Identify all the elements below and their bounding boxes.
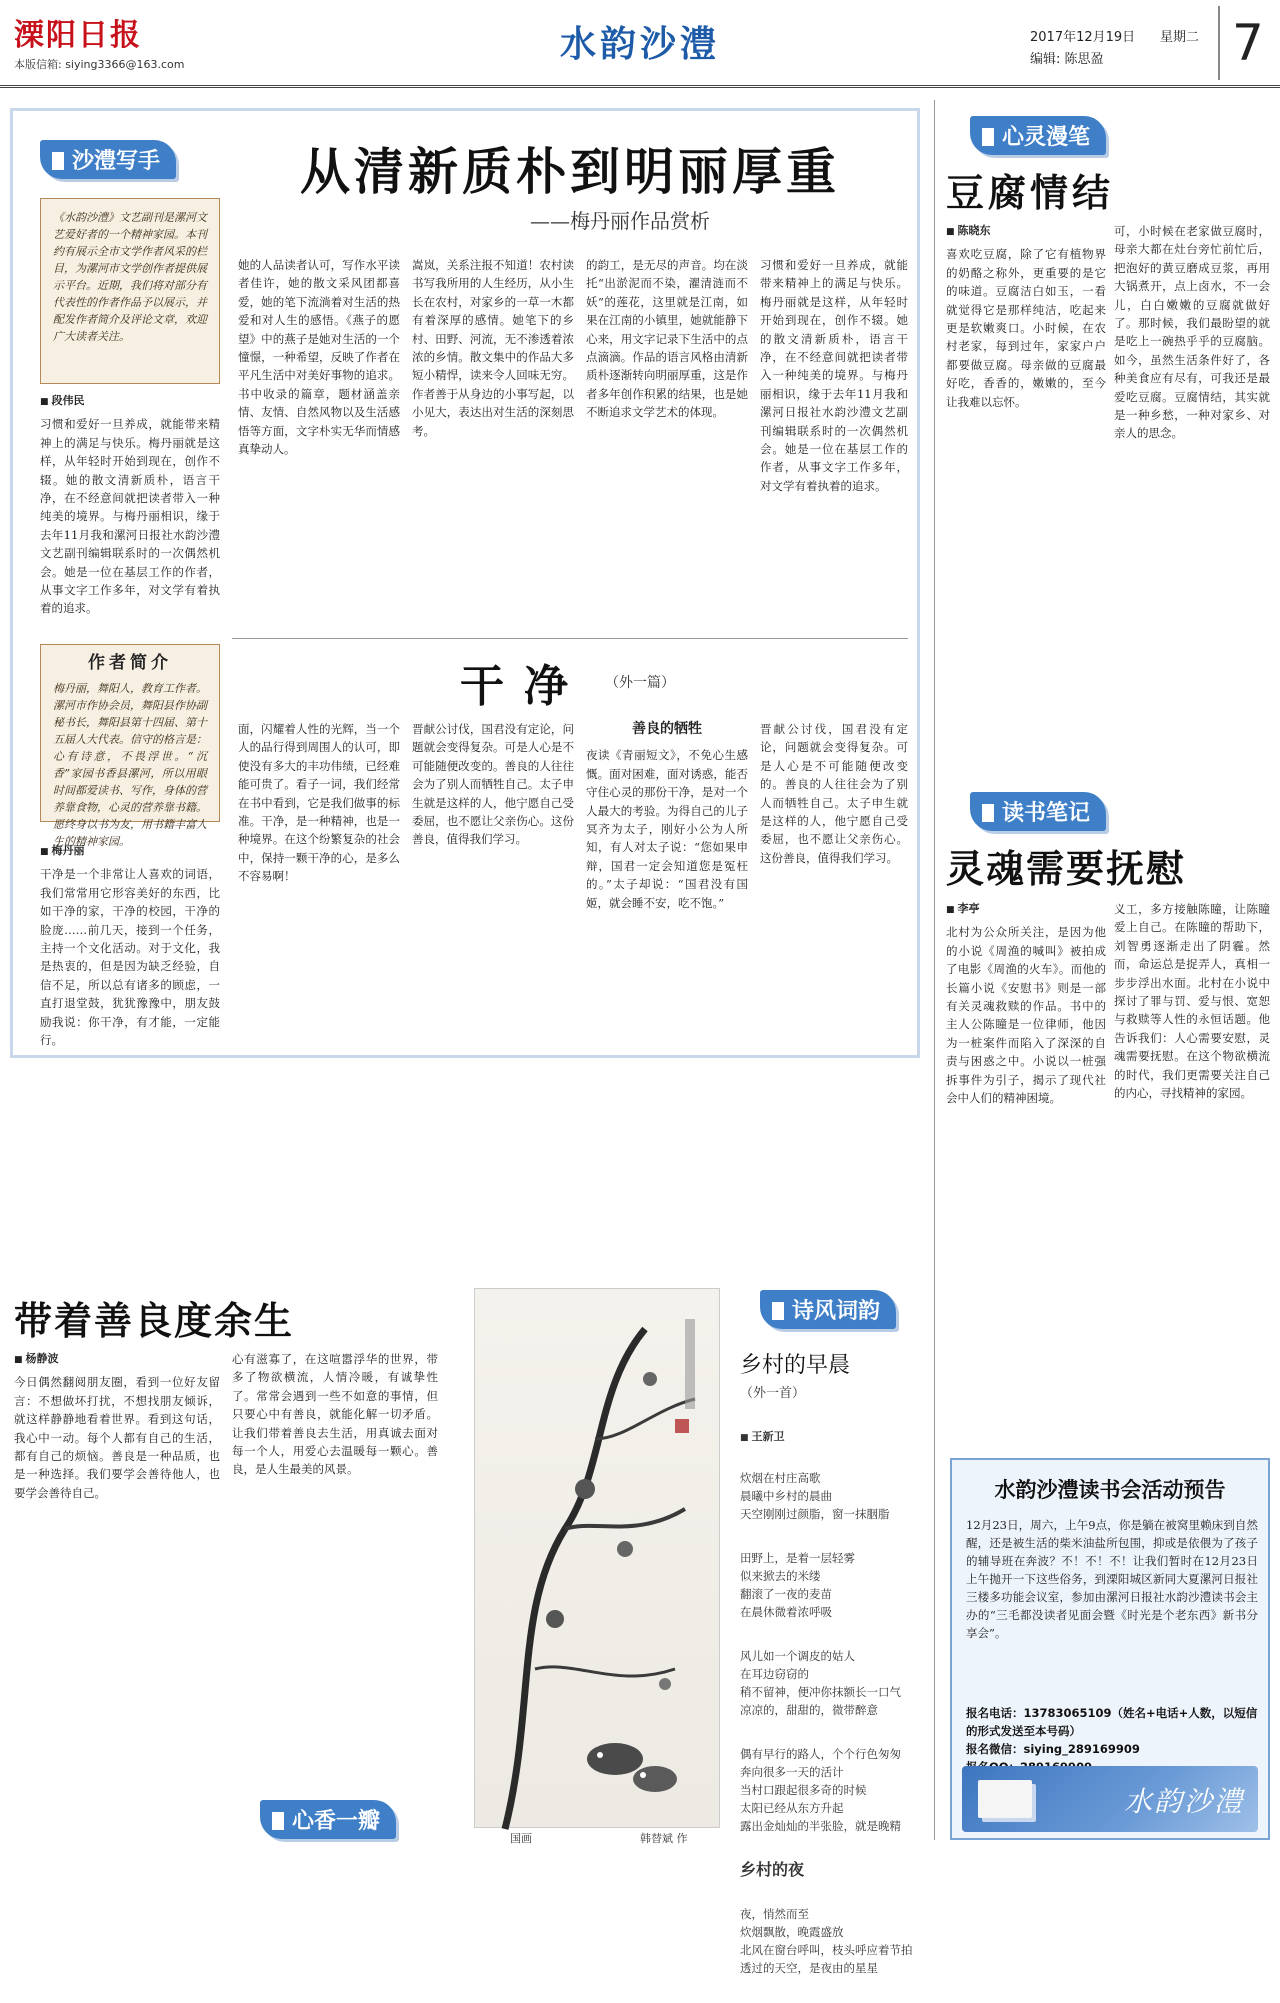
feature-body-4: 的韵工，是无尽的声音。均在淡托“出淤泥而不染，濯清涟而不妖”的莲花，这里就是江南，如果在江南的小镇里，她就能静下心来，用文字记录下生活中的点点滴滴。作品的语言风格由清新质朴逐渐转向明丽厚重，这是作者多年创作积累的结果，也是她不断追求文学艺术的体现。 bbox=[586, 258, 748, 420]
feature-body-5: 习惯和爱好一旦养成，就能带来精神上的满足与快乐。梅丹丽就是这样，从年轻时开始到现在，创作不辍。她的散文清新质朴，语言干净，在不经意间就把读者带入一种纯美的境界。与梅丹丽相识，缘于去年11月我和漯河日报社水韵沙澧文艺副刊编辑联系时的一次偶然机会。她是一位在基层工作的作者，从事文字工作多年，对文学有着执着的追求。 bbox=[760, 258, 908, 493]
painting-artwork bbox=[475, 1289, 721, 1829]
ganjing-body-2: 面，闪耀着人性的光辉，当一个人的品行得到周围人的认可，即使没有多大的丰功伟绩，已经难能可贵了。看子一词，我们经常在书中看到，它是我们做事的标准。干净，是一种精神，也是一种境界。在这个纷繁复杂的社会中，保持一颗干净的心，是多么不容易啊！ bbox=[238, 722, 400, 884]
linghun-body-1: 北村为公众所关注，是因为他的小说《周渔的喊叫》被拍成了电影《周渔的火车》。而他的长篇小说《安慰书》则是一部有关灵魂救赎的作品。书中的主人公陈瞳是一位律师，他因为一桩案件而陷入了深深的自责与困惑之中。小说以一桩强拆事件为引子，揭示了现代社会中人们的精神困境。 bbox=[946, 925, 1106, 1106]
book-icon bbox=[978, 1780, 1032, 1818]
label-shifeng: 诗风词韵 bbox=[760, 1290, 896, 1329]
painting-caption-right: 韩替斌 作 bbox=[640, 1832, 688, 1845]
linghun-body-2: 义工，多方接触陈瞳，让陈瞳爱上自己。在陈瞳的帮助下，刘智勇逐渐走出了阴霾。然而，命运总是捉弄人，真相一步步浮出水面。北村在小说中探讨了罪与罚、爱与恨、宽恕与救赎等人性的永恒话题。他告诉我们：人心需要安慰，灵魂需要抚慰。在这个物欲横流的时代，我们更需要关注自己的内心，寻找精神的家园。 bbox=[1114, 902, 1270, 1101]
page-email: 本版信箱: siying3366@163.com bbox=[14, 58, 185, 71]
label-xinling: 心灵漫笔 bbox=[970, 116, 1106, 155]
label-shali: 沙澧写手 bbox=[40, 140, 176, 179]
notice-title: 水韵沙澧读书会活动预告 bbox=[994, 1477, 1226, 1502]
doufu-byline: ■ 陈晓东 bbox=[946, 222, 1106, 241]
feature-byline: ■ 段伟民 bbox=[40, 392, 220, 411]
poem-stanza-2: 田野上，是着一层轻雾 似来掀去的米缕 翻滚了一夜的麦苗 在晨休微着浓呼吸 bbox=[740, 1551, 855, 1619]
ganjing-col-2 bbox=[238, 720, 400, 1048]
section-title: 水韵沙澧 bbox=[560, 23, 721, 65]
doufu-body-1: 喜欢吃豆腐，除了它有植物界的奶酪之称外，更重要的是它的味道。豆腐洁白如玉，一看就觉得它是那样纯洁，吃起来更是软嫩爽口。小时候，在农村老家，每到过年，家家户户都要做豆腐。母亲做的豆腐最好吃，香香的，嫩嫩的，至今让我难以忘怀。 bbox=[946, 247, 1106, 409]
banner-wordmark: 水韵沙澧 bbox=[1123, 1785, 1244, 1818]
poem-sub: （外一首） bbox=[740, 1386, 806, 1401]
shanliang-byline: ■ 杨静波 bbox=[14, 1350, 220, 1369]
ganjing-col-5 bbox=[760, 720, 908, 1048]
right-column-divider bbox=[934, 100, 935, 1840]
ganjing-body-3: 夜读《青丽短文》，不免心生感慨。面对困难，面对诱惑，能否守住心灵的那份干净，是对一个人最大的考验。为得自己的儿子冥齐为太子，刚好小公为人所知，有人对太子说：“您如果申辩，国君一定会知道您是冤枉的。”太子却说：“国君没有国姬，就会睡不安，吃不饱。” bbox=[586, 748, 748, 910]
feature-col-5 bbox=[760, 256, 908, 628]
shanliang-headline: 带着善良度余生 bbox=[14, 1298, 295, 1343]
ganjing-col-1 bbox=[40, 842, 220, 1048]
label-xinxiang: 心香一瓣 bbox=[260, 1800, 396, 1839]
feature-col-2 bbox=[238, 256, 400, 628]
ganjing-sub: （外一篇） bbox=[605, 675, 675, 691]
ganjing-col-4 bbox=[586, 720, 748, 1048]
ganjing-headline: 干净 bbox=[460, 661, 588, 712]
ganjing-body-2b: 晋献公讨伐，国君没有定论，问题就会变得复杂。可是人心是不可能随便改变的。善良的人往往会为了别人而牺牲自己。太子申生就是这样的人，他宁愿自己受委屈，也不愿让父亲伤心。这份善良，值得我们学习。 bbox=[412, 722, 574, 847]
doufu-col-2 bbox=[1114, 222, 1270, 762]
bookclub-notice bbox=[950, 1458, 1270, 1840]
doufu-headline: 豆腐情结 bbox=[946, 170, 1115, 215]
feature-body-3: 嵩岚，关系注报不知道！农村读书写我所用的人生经历，从小生长在农村，对家乡的一草一木都有着深厚的感情。她笔下的乡村、田野、河流，无不渗透着浓浓的乡情。散文集中的作品大多短小精悍，读来令人回味无穷。作者善于从身边的小事写起，以小见大，表达出对生活的深刻思考。 bbox=[412, 258, 574, 438]
ganjing-body-4: 晋献公讨伐，国君没有定论，问题就会变得复杂。可是人心是不可能随便改变的。善良的人往往会为了别人而牺牲自己。太子申生就是这样的人，他宁愿自己受委屈，也不愿让父亲伤心。这份善良，值得我们学习。 bbox=[760, 722, 908, 865]
ink-painting bbox=[474, 1288, 720, 1828]
poem-body bbox=[740, 1410, 924, 1975]
linghun-headline: 灵魂需要抚慰 bbox=[946, 846, 1187, 891]
shanliang-col-2 bbox=[232, 1350, 438, 1790]
feature-body-2: 她的人品读者认可，写作水平读者佳许，她的散文采风团都喜爱，她的笔下流淌着对生活的热爱和对人生的感悟。《燕子的愿望》中的燕子是她对生活的一个憧憬，一种希望，反映了作者在平凡生活中对美好事物的追求。书中收录的篇章，题材涵盖亲情、友情、自然风物以及生活感悟等方面，文字朴实无华而情感真挚动人。 bbox=[238, 258, 400, 457]
issue-weekday: 星期二 bbox=[1160, 30, 1200, 45]
poem-title-2: 乡村的夜 bbox=[740, 1860, 805, 1879]
masthead bbox=[0, 0, 1280, 88]
feature-body-1: 习惯和爱好一旦养成，就能带来精神上的满足与快乐。梅丹丽就是这样，从年轻时开始到现在，创作不辍。她的散文清新质朴，语言干净，在不经意间就把读者带入一种纯美的境界。与梅丹丽相识，缘于去年11月我和漯河日报社水韵沙澧文艺副刊编辑联系时的一次偶然机会。她是一位在基层工作的作者，从事文字工作多年，对文学有着执着的追求。 bbox=[40, 417, 220, 616]
notice-body: 12月23日，周六，上午9点，你是躺在被窝里赖床到自然醒，还是被生活的柴米油盐所包围，抑或是依偎为了孩子的辅导班在奔波？不！不！不！让我们暂时在12月23日上午抛开一下这些俗务，到溧阳城区新同大夏漯河日报社三楼多功能会议室，参加由漯河日报社水韵沙澧读书会主办的“三毛都没读者见面会暨《时光是个老东西》新书分享会”。 bbox=[966, 1518, 1258, 1640]
editor-credit: 编辑: 陈思盈 bbox=[1030, 52, 1104, 67]
poem-stanza-3: 风儿如一个调皮的姑人 在耳边窃窃的 稍不留神，便冲你抹额长一口气 凉凉的，甜甜的，微带醉意 bbox=[740, 1649, 901, 1717]
linghun-byline: ■ 李亭 bbox=[946, 900, 1106, 919]
column-intro-text: 《水韵沙澧》文艺副刊是漯河文艺爱好者的一个精神家园。本刊约有展示全市文学作者风采的栏目，为漯河市文学创作者提供展示平台。近期，我们将对部分有代表性的作者作品予以展示，并配发作者简介及评论文章，欢迎广大读者关注。 bbox=[53, 211, 207, 343]
linghun-col-2 bbox=[1114, 900, 1270, 1440]
linghun-col-1 bbox=[946, 900, 1106, 1440]
shanliang-col-1 bbox=[14, 1350, 220, 1830]
author-box-text: 梅丹丽，舞阳人，教育工作者。漯河市作协会员，舞阳县作协副秘书长，舞阳县第十四届、第十五届人大代表。信守的格言是：心有诗意，不畏浮世。“沉香”家园书香县漯河，所以用眼时间都爱读书、写作，身体的营养靠食物，心灵的营养靠书籍。愿终身以书为友，用书籍丰富人生的精神家园。 bbox=[53, 682, 207, 848]
author-box-title: 作者简介 bbox=[88, 653, 172, 673]
feature-divider bbox=[232, 638, 908, 639]
label-dushu: 读书笔记 bbox=[970, 792, 1106, 831]
feature-subhead: ——梅丹丽作品赏析 bbox=[530, 209, 710, 233]
notice-phone: 报名电话：13783065109（姓名+电话+人数，以短信的形式发送至本号码） bbox=[966, 1706, 1258, 1738]
poem-byline: ■ 王新卫 bbox=[740, 1428, 924, 1447]
poem-stanza-5: 夜，悄然而至 炊烟飘散，晚霞盛放 北风在窗台呼叫，枝头呼应着节拍 透过的天空，是夜由的星星 bbox=[740, 1907, 913, 1975]
doufu-body-2: 可，小时候在老家做豆腐时，母亲大都在灶台旁忙前忙后，把泡好的黄豆磨成豆浆，再用大锅煮开，点上卤水，不一会儿，白白嫩嫩的豆腐就做好了。那时候，我们最盼望的就是吃上一碗热乎乎的豆腐脑。如今，虽然生活条件好了，各种美食应有尽有，可我还是最爱吃豆腐。豆腐情结，其实就是一种乡愁，一种对家乡、对亲人的思念。 bbox=[1114, 224, 1270, 441]
ganjing-subtitle-2: 善良的牺牲 bbox=[632, 721, 702, 737]
poem-title: 乡村的早晨 bbox=[740, 1353, 851, 1378]
feature-col-1 bbox=[40, 392, 220, 632]
feature-col-3 bbox=[412, 256, 574, 628]
poem-stanza-4: 偶有早行的路人，个个行色匆匆 奔向很多一天的活计 当村口跟起很多奇的时候 太阳已经从东方升起 露出金灿灿的半张脸，就是晚精 bbox=[740, 1747, 901, 1833]
painting-caption-left: 国画 bbox=[510, 1832, 532, 1845]
notice-banner bbox=[962, 1766, 1258, 1832]
author-box bbox=[40, 644, 220, 848]
column-intro-box bbox=[40, 198, 220, 384]
notice-wechat: 报名微信：siying_289169909 bbox=[966, 1742, 1140, 1756]
paper-logo: 溧阳日报 bbox=[14, 18, 142, 53]
feature-headline: 从清新质朴到明丽厚重 bbox=[300, 142, 840, 201]
ganjing-byline: ■ 梅丹丽 bbox=[40, 842, 220, 861]
ganjing-body-1: 干净是一个非常让人喜欢的词语，我们常常用它形容美好的东西，比如干净的家，干净的校园，干净的脸庞……前几天，接到一个任务，主持一个文化活动。对于文化，我是热衷的，但是因为缺乏经验，自信不足，所以总有诸多的顾虑，一直打退堂鼓，犹犹豫豫中，朋友鼓励我说：你干净，有才能，一定能行。 bbox=[40, 867, 220, 1048]
issue-date: 2017年12月19日 bbox=[1030, 30, 1136, 45]
ganjing-col-3 bbox=[412, 720, 574, 1048]
page-number: 7 bbox=[1218, 6, 1264, 80]
feature-col-4 bbox=[586, 256, 748, 628]
shanliang-body-1: 今日偶然翻阅朋友圈，看到一位好友留言：不想做坏打扰，不想找朋友倾诉，就这样静静地看着世界。看到这句话，我心中一动。每个人都有自己的生活，都有自己的烦恼。善良是一种品质，也是一种选择。我们要学会善待他人，也要学会善待自己。 bbox=[14, 1375, 220, 1500]
poem-stanza-1: 炊烟在村庄高歌 晨曦中乡村的晨曲 天空刚刚过颜脂，窗一抹胭脂 bbox=[740, 1471, 890, 1521]
shanliang-body-2: 心有滋寡了，在这喧嚣浮华的世界，带多了物欲横流，人情冷暖，有诚挚性了。常常会遇到一些不如意的事情，但只要心中有善良，就能化解一切矛盾。让我们带着善良去生活，用真诚去面对每一个人，用爱心去温暖每一颗心。善良，是人生最美的风景。 bbox=[232, 1352, 438, 1477]
doufu-col-1 bbox=[946, 222, 1106, 762]
